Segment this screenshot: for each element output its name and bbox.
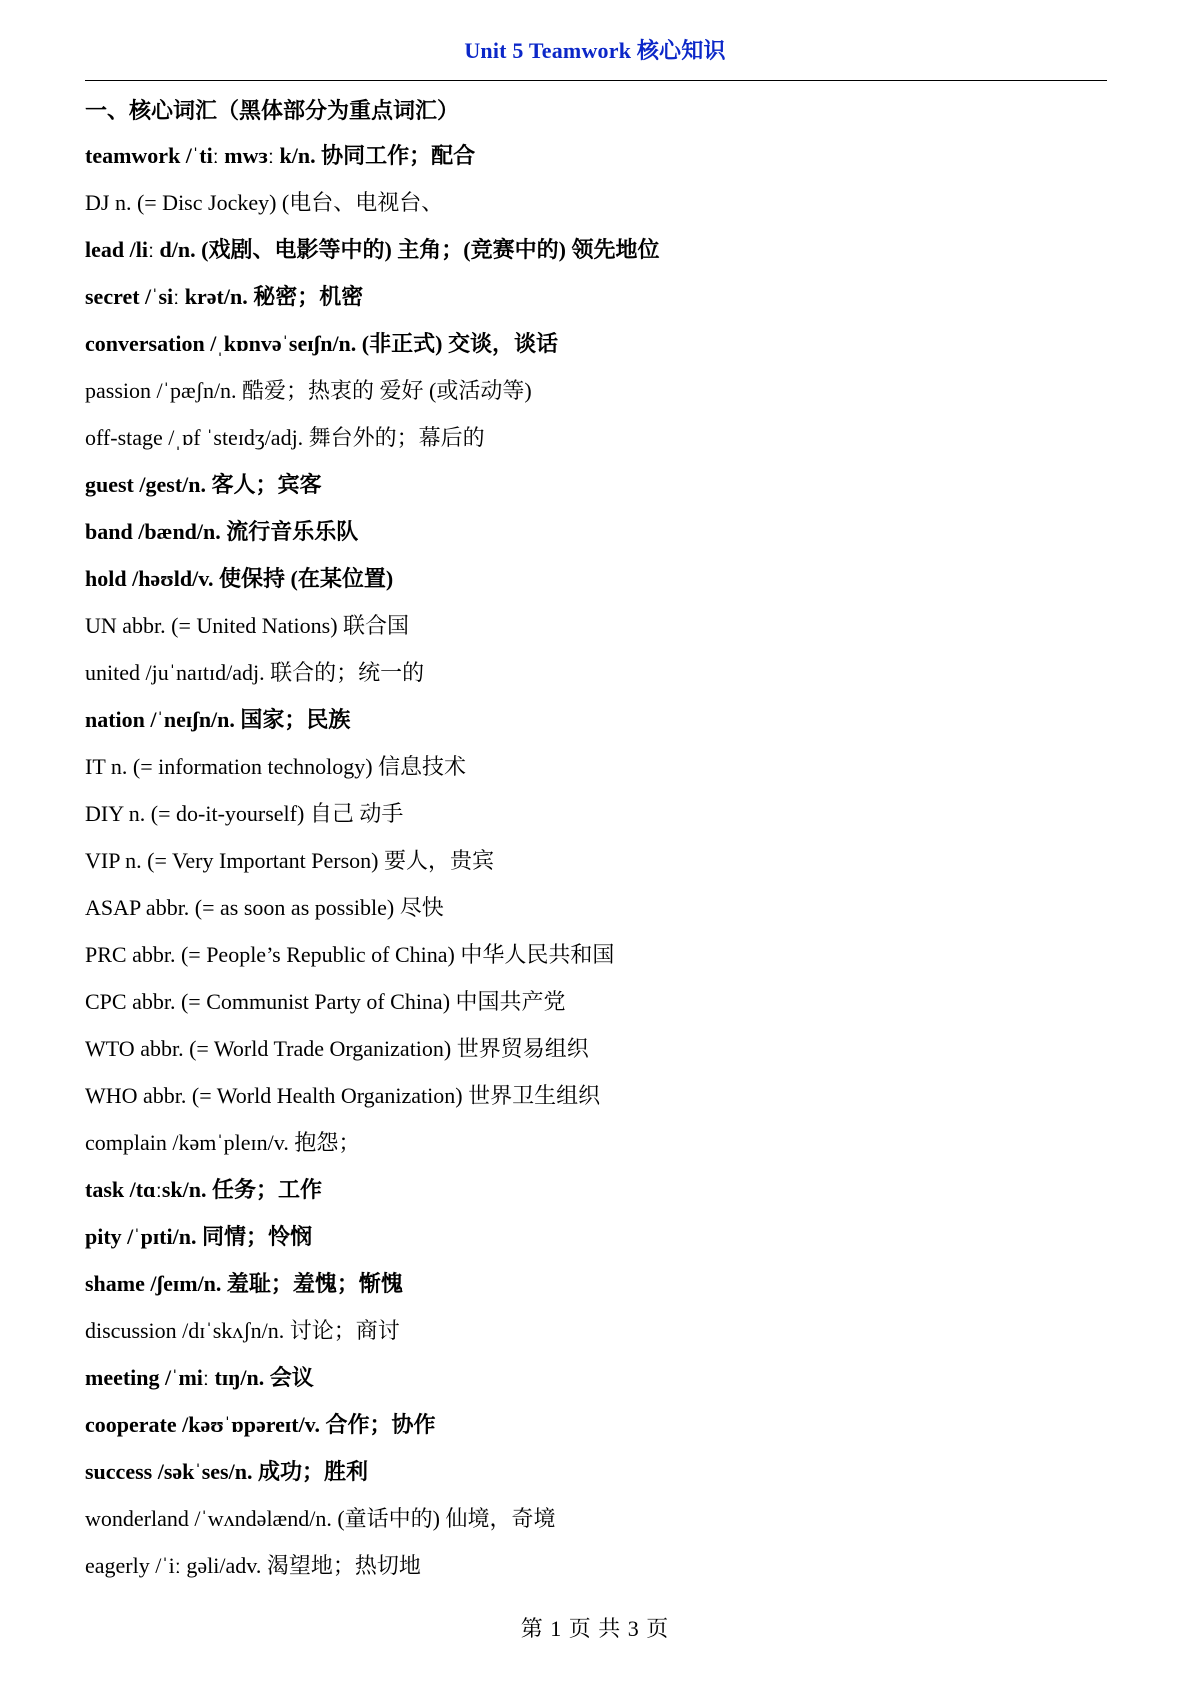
- vocab-entry: eagerly /ˈiː gəli/adv. 渴望地；热切地: [85, 1553, 421, 1578]
- vocab-entry: band /bænd/n. 流行音乐乐队: [85, 519, 359, 544]
- vocab-entry: shame /ʃeɪm/n. 羞耻；羞愧；惭愧: [85, 1271, 403, 1296]
- vocab-entry: ASAP abbr. (= as soon as possible) 尽快: [85, 895, 444, 920]
- vocab-entry: WTO abbr. (= World Trade Organization) 世界贸易组织: [85, 1036, 589, 1061]
- vocab-entry: success /səkˈses/n. 成功；胜利: [85, 1459, 368, 1484]
- document-title: Unit 5 Teamwork 核心知识: [464, 38, 726, 63]
- vocab-entry: CPC abbr. (= Communist Party of China) 中国共产党: [85, 989, 566, 1014]
- vocab-entry: discussion /dɪˈskʌʃn/n. 讨论；商讨: [85, 1318, 400, 1343]
- vocab-entry: cooperate /kəʊˈɒpəreɪt/v. 合作；协作: [85, 1412, 436, 1437]
- vocab-entry: DJ n. (= Disc Jockey) (电台、电视台、: [85, 190, 444, 215]
- vocab-entry: complain /kəmˈpleɪn/v. 抱怨；: [85, 1130, 361, 1155]
- vocab-entry: united /juˈnaɪtɪd/adj. 联合的；统一的: [85, 660, 425, 685]
- vocab-entry: IT n. (= information technology) 信息技术: [85, 754, 467, 779]
- header-rule: [85, 80, 1107, 81]
- page-footer: 第 1 页 共 3 页: [520, 1616, 670, 1641]
- vocab-entry: meeting /ˈmiː tɪŋ/n. 会议: [85, 1365, 314, 1390]
- vocab-entry: DIY n. (= do-it-yourself) 自己 动手: [85, 801, 404, 826]
- vocab-entry: task /tɑːsk/n. 任务；工作: [85, 1177, 322, 1202]
- vocab-entry: secret /ˈsiː krət/n. 秘密；机密: [85, 284, 364, 309]
- vocab-entry: passion /ˈpæʃn/n. 酷爱；热衷的 爱好 (或活动等): [85, 378, 532, 403]
- vocab-entry: lead /liː d/n. (戏剧、电影等中的) 主角；(竞赛中的) 领先地位: [85, 237, 660, 262]
- vocab-entry: WHO abbr. (= World Health Organization) 世界卫生组织: [85, 1083, 601, 1108]
- vocab-entry: guest /gest/n. 客人；宾客: [85, 472, 322, 497]
- vocab-entry: PRC abbr. (= People’s Republic of China) 中华人民共和国: [85, 942, 615, 967]
- vocabulary-list: [85, 132, 1107, 1589]
- vocab-entry: VIP n. (= Very Important Person) 要人，贵宾: [85, 848, 494, 873]
- vocab-entry: nation /ˈneɪʃn/n. 国家；民族: [85, 707, 351, 732]
- vocab-entry: hold /həʊld/v. 使保持 (在某位置): [85, 566, 394, 591]
- vocab-entry: off-stage /ˌɒf ˈsteɪdʒ/adj. 舞台外的；幕后的: [85, 425, 485, 450]
- vocab-entry: wonderland /ˈwʌndəlænd/n. (童话中的) 仙境，奇境: [85, 1506, 556, 1531]
- vocab-entry: conversation /ˌkɒnvəˈseɪʃn/n. (非正式) 交谈，谈话: [85, 331, 558, 356]
- section-heading: 一、核心词汇（黑体部分为重点词汇）: [85, 98, 460, 123]
- vocab-entry: teamwork /ˈtiː mwɜː k/n. 协同工作；配合: [85, 143, 476, 168]
- vocab-entry: UN abbr. (= United Nations) 联合国: [85, 613, 410, 638]
- vocab-entry: pity /ˈpɪti/n. 同情；怜悯: [85, 1224, 312, 1249]
